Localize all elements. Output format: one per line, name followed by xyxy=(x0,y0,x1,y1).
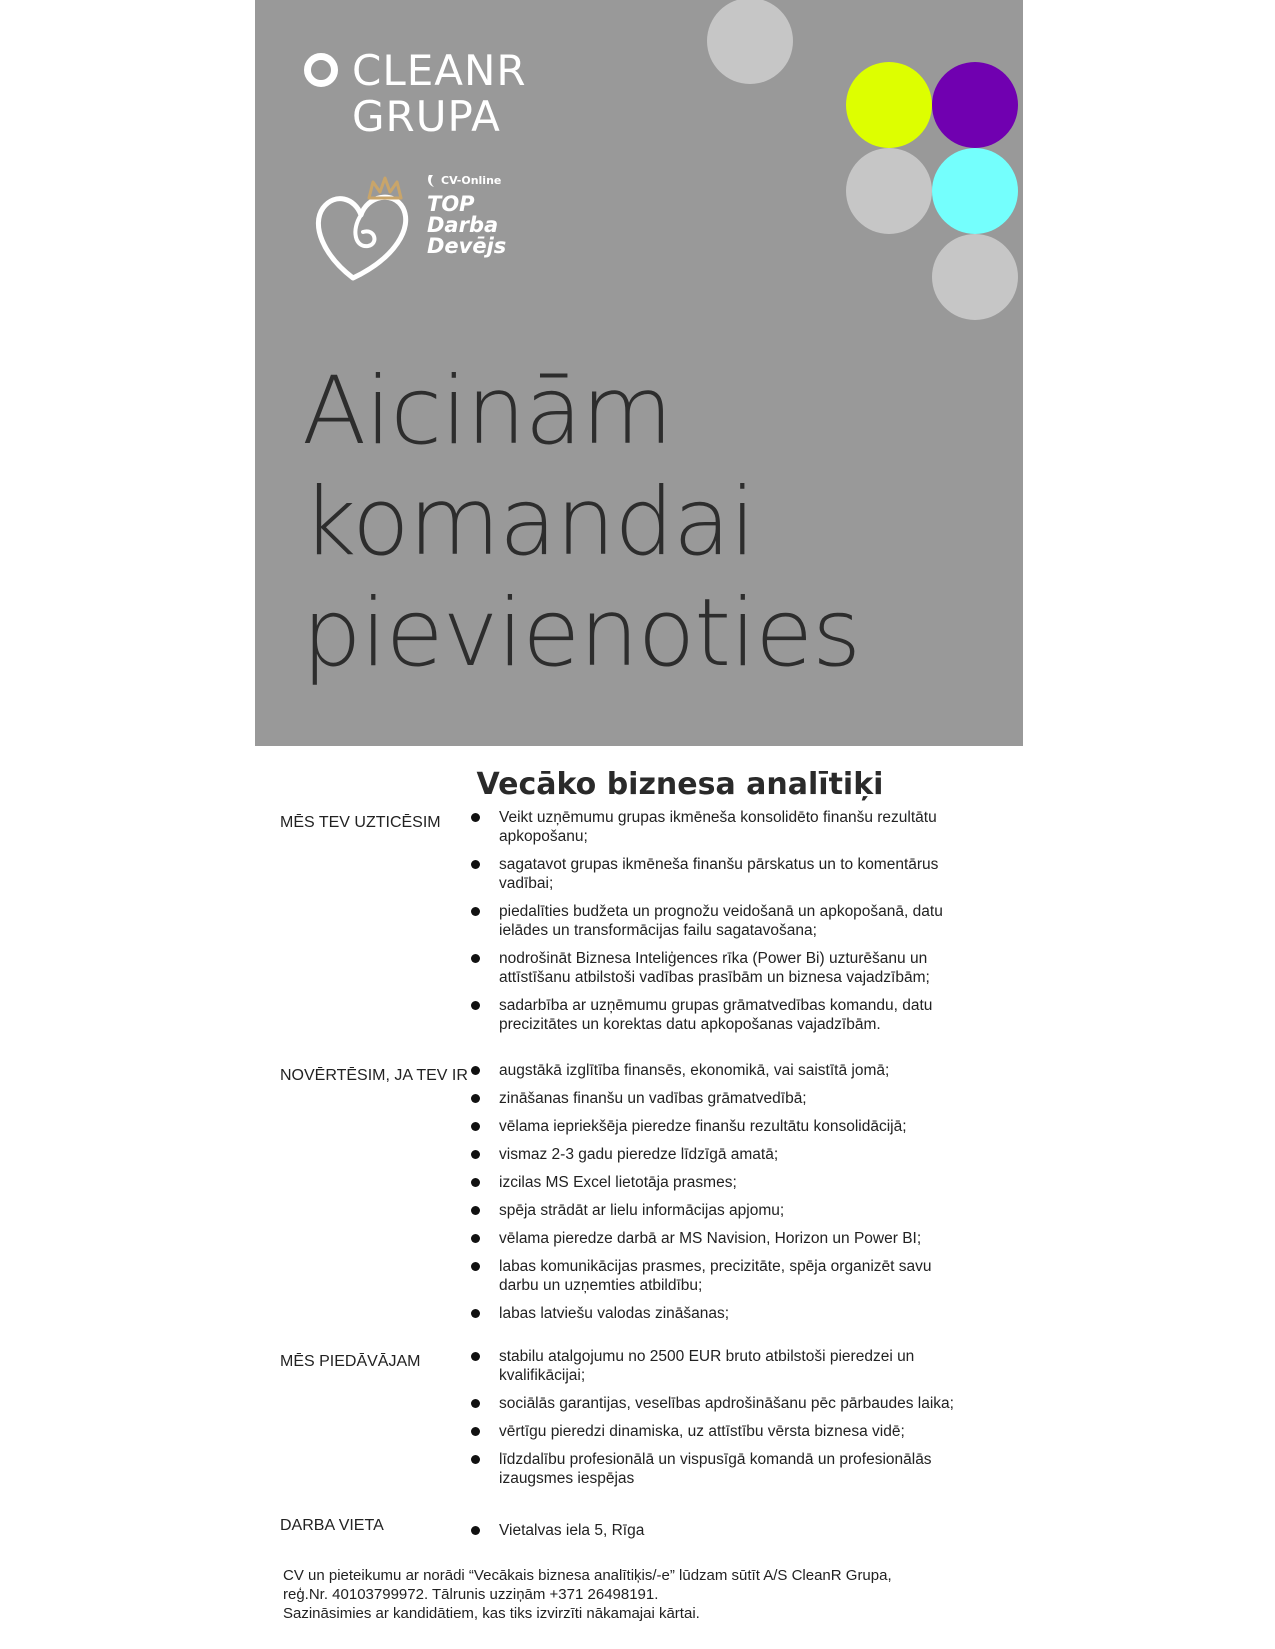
list-item: stabilu atalgojumu no 2500 EUR bruto atbilstoši pieredzei un kvalifikācijai; xyxy=(473,1347,973,1385)
bullet-list xyxy=(473,1061,973,1332)
list-item: vēlama pieredze darbā ar MS Navision, Horizon un Power BI; xyxy=(473,1229,973,1248)
job-title-wrap xyxy=(0,767,1275,802)
section-label: DARBA VIETA xyxy=(280,1517,384,1534)
list-item: Vietalvas iela 5, Rīga xyxy=(473,1521,973,1540)
footer-line-3: Sazināsimies ar kandidātiem, kas tiks izvirzīti nākamajai kārtai. xyxy=(283,1605,700,1622)
award-line-3: Devējs xyxy=(427,234,507,258)
section-label: NOVĒRTĒSIM, JA TEV IR xyxy=(280,1067,468,1084)
list-item: piedalīties budžeta un prognožu veidošanā un apkopošanā, datu ielādes un transformācijas failu sagatavošana; xyxy=(473,902,973,940)
list-item: vērtīgu pieredzi dinamiska, uz attīstību vērsta biznesa vidē; xyxy=(473,1422,973,1441)
headline-line-1: Aicinām xyxy=(302,357,672,466)
list-item: sadarbība ar uzņēmumu grupas grāmatvedības komandu, datu precizitātes un korektas datu apkopošanas vajadzībām. xyxy=(473,996,973,1034)
list-item: labas latviešu valodas zināšanas; xyxy=(473,1304,973,1323)
bullet-list xyxy=(473,1521,973,1549)
heart-crown-icon xyxy=(313,170,423,290)
list-item: vismaz 2-3 gadu pieredze līdzīgā amatā; xyxy=(473,1145,973,1164)
headline-line-3: pievienoties xyxy=(302,579,861,688)
award-line-2: Darba xyxy=(427,213,499,237)
bullet-list xyxy=(473,808,973,1043)
application-note xyxy=(283,1566,983,1623)
decor-circle-purple xyxy=(932,62,1018,148)
list-item: sagatavot grupas ikmēneša finanšu pārskatus un to komentārus vadībai; xyxy=(473,855,973,893)
list-item: izcilas MS Excel lietotāja prasmes; xyxy=(473,1173,973,1192)
award-text xyxy=(427,194,506,257)
logo-text: CLEANR GRUPA xyxy=(352,46,527,141)
section-label: MĒS TEV UZTICĒSIM xyxy=(280,814,441,831)
list-item: spēja strādāt ar lielu informācijas apjomu; xyxy=(473,1201,973,1220)
decor-circle-grey-bottom xyxy=(932,234,1018,320)
headline xyxy=(302,356,860,689)
footer-line-1: CV un pieteikumu ar norādi “Vecākais biznesa analītiķis/-e” lūdzam sūtīt A/S CleanR Grupa, xyxy=(283,1567,892,1584)
footer-line-2: reģ.Nr. 40103799972. Tālrunis uzziņām +371 26498191. xyxy=(283,1586,659,1603)
job-title: Vecāko biznesa analītiķi xyxy=(476,767,884,802)
bullet-list xyxy=(473,1347,973,1497)
cv-online-icon xyxy=(427,174,439,188)
list-item: vēlama iepriekšēja pieredze finanšu rezultātu konsolidācijā; xyxy=(473,1117,973,1136)
section-label: MĒS PIEDĀVĀJAM xyxy=(280,1353,421,1370)
top-employer-award xyxy=(313,170,513,290)
list-item: zināšanas finanšu un vadības grāmatvedībā; xyxy=(473,1089,973,1108)
decor-circle-grey-mid xyxy=(846,148,932,234)
list-item: līdzdalību profesionālā un vispusīgā komandā un profesionālās izaugsmes iespējas xyxy=(473,1450,973,1488)
decor-circle-cyan xyxy=(932,148,1018,234)
hero-banner xyxy=(255,0,1023,746)
logo-ring-icon xyxy=(304,53,338,87)
decor-circle-lime xyxy=(846,62,932,148)
award-line-1: TOP xyxy=(427,192,475,216)
list-item: augstākā izglītība finansēs, ekonomikā, vai saistītā jomā; xyxy=(473,1061,973,1080)
list-item: sociālās garantijas, veselības apdrošināšanu pēc pārbaudes laika; xyxy=(473,1394,973,1413)
decor-circle-grey-top xyxy=(707,0,793,84)
award-cv-label: CV-Online xyxy=(441,174,502,187)
list-item: labas komunikācijas prasmes, precizitāte, spēja organizēt savu darbu un uzņemties atbildību; xyxy=(473,1257,973,1295)
list-item: Veikt uzņēmumu grupas ikmēneša konsolidēto finanšu rezultātu apkopošanu; xyxy=(473,808,973,846)
list-item: nodrošināt Biznesa Inteliģences rīka (Power Bi) uzturēšanu un attīstīšanu atbilstoši vadības prasībām un biznesa vajadzībām; xyxy=(473,949,973,987)
headline-line-2: komandai xyxy=(302,468,755,577)
